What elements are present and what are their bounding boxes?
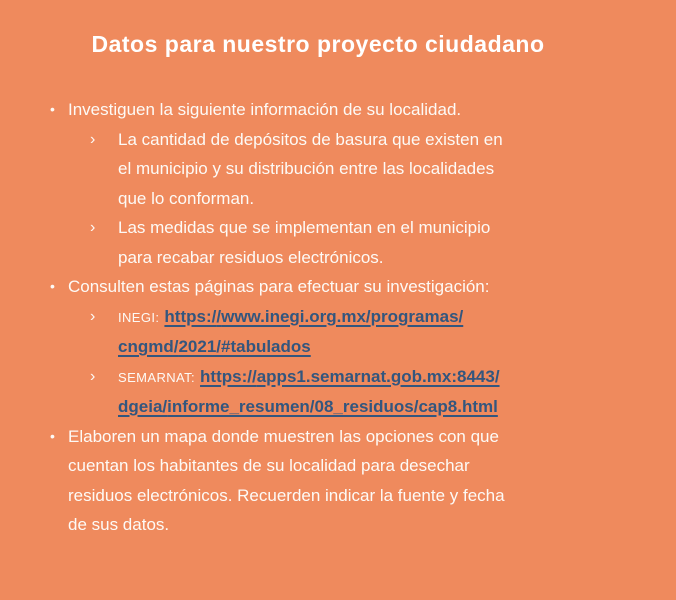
instruction-subtext — [118, 302, 504, 362]
instruction-item — [0, 272, 676, 302]
instruction-subitem — [0, 362, 676, 422]
chevron-bullet-icon: › — [90, 130, 96, 148]
instruction-text: Consulten estas páginas para efectuar su investigación: — [68, 277, 490, 296]
instruction-item — [0, 95, 676, 125]
bullet-icon: • — [50, 427, 55, 444]
instruction-text: Investiguen la siguiente información de su localidad. — [68, 100, 462, 119]
page-title: Datos para nuestro proyecto ciudadano — [91, 31, 545, 57]
instruction-subtext: Las medidas que se implementan en el municipio para recabar residuos electrónicos. — [118, 218, 491, 267]
chevron-bullet-icon: › — [90, 219, 96, 236]
instruction-item — [0, 422, 676, 540]
bullet-icon: • — [50, 278, 55, 294]
instructions-list — [0, 95, 676, 540]
instruction-subitem — [0, 213, 676, 272]
source-label-inegi: INEGI: — [118, 309, 160, 325]
chevron-bullet-icon: › — [90, 307, 96, 325]
semarnat-link[interactable]: https://apps1.semarnat.gob.mx:8443/dgeia/informe_resumen/08_residuos/cap8.html — [118, 366, 500, 416]
instruction-subitem — [0, 302, 676, 362]
instruction-text: Elaboren un mapa donde muestren las opciones con que cuentan los habitantes de su localidad para desechar residuos electrónicos. Recuerden indicar la fuente y fecha de sus datos. — [68, 426, 505, 534]
chevron-bullet-icon: › — [90, 367, 96, 385]
source-label-semarnat: SEMARNAT: — [118, 369, 196, 385]
bullet-icon: • — [50, 101, 55, 117]
inegi-link[interactable]: https://www.inegi.org.mx/programas/cngmd/2021/#tabulados — [118, 306, 464, 356]
instruction-subitem — [0, 125, 676, 214]
instruction-subtext: La cantidad de depósitos de basura que existen en el municipio y su distribución entre las localidades que lo conforman. — [118, 129, 503, 208]
instruction-subtext — [118, 362, 504, 422]
